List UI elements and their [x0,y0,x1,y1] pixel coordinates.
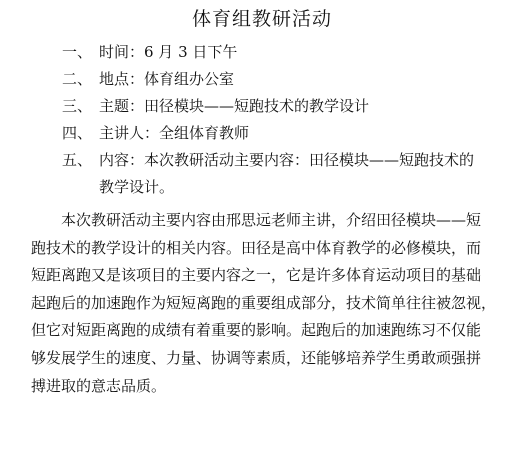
info-item-theme [0,93,524,120]
paragraph-line: 起跑后的加速跑作为短短离跑的重要组成部分，技术简单往往被忽视， [31,293,497,312]
item-text: 时间：6 月 3 日下午 [99,43,238,61]
item-number: 三、 [62,97,93,115]
item-text-continuation: 教学设计。 [99,178,175,196]
body-paragraph [31,207,496,400]
activity-info-list [0,39,524,201]
document-title: 体育组教研活动 [191,8,332,30]
paragraph-line: 短距离跑又是该项目的主要内容之一，它是许多体育运动项目的基础 [31,266,482,285]
paragraph-line: 够发展学生的速度、力量、协调等素质，还能够培养学生勇敢顽强拼 [31,348,482,367]
info-item-location [0,66,524,93]
item-text: 内容：本次教研活动主要内容：田径模块——短跑技术的 [99,151,475,169]
info-item-content [0,147,524,201]
item-number: 一、 [62,43,93,61]
info-item-speaker [0,120,524,147]
item-number: 二、 [62,70,93,88]
item-number: 五、 [62,151,93,169]
item-number: 四、 [62,124,93,142]
item-text: 主题：田径模块——短跑技术的教学设计 [99,97,370,115]
item-text: 主讲人：全组体育教师 [99,124,250,142]
info-item-time [0,39,524,66]
item-text: 地点：体育组办公室 [99,70,235,88]
paragraph-line: 搏进取的意志品质。 [31,376,167,395]
paragraph-line: 本次教研活动主要内容由邢思远老师主讲，介绍田径模块——短 [61,211,482,229]
paragraph-line: 跑技术的教学设计的相关内容。田径是高中体育教学的必修模块，而 [31,238,482,257]
paragraph-line: 但它对短距离跑的成绩有着重要的影响。起跑后的加速跑练习不仅能 [31,321,482,340]
